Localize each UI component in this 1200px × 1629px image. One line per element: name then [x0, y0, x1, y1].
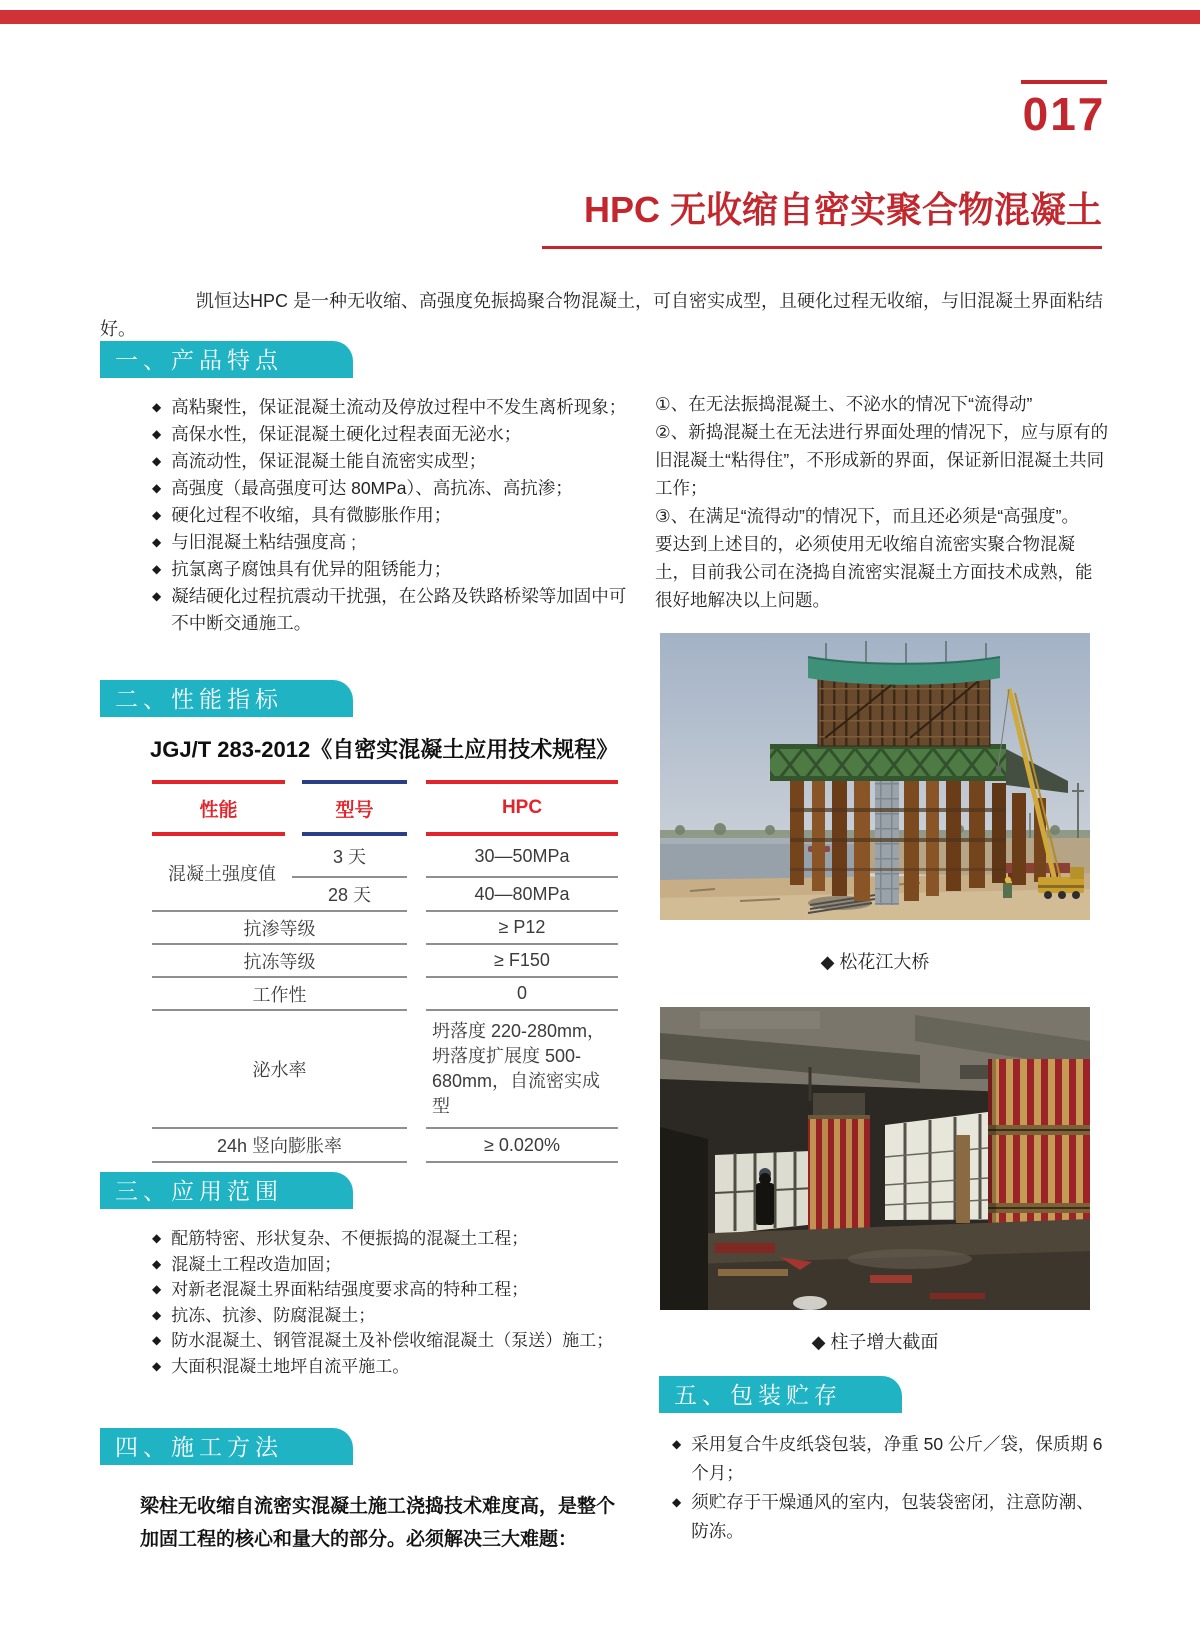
bullet-diamond-icon: ◆ [672, 1437, 682, 1451]
figure-caption: ◆ 柱子增大截面 [811, 1332, 939, 1352]
page-number: 017 [1022, 88, 1106, 140]
bullet-diamond-icon: ◆ [152, 508, 162, 522]
page-number-rule [1021, 80, 1107, 84]
column-photo [660, 1007, 1090, 1310]
list-item [152, 556, 630, 583]
bridge-photo [660, 633, 1090, 920]
packaging-list [672, 1430, 1110, 1546]
table-row [152, 978, 618, 1011]
section-heading-construction: 四、施工方法 [100, 1428, 353, 1465]
list-item [152, 394, 630, 421]
list-item [152, 583, 630, 637]
table-row [152, 945, 618, 978]
list-item [152, 1328, 644, 1354]
bullet-text: 抗冻、抗渗、防腐混凝土； [171, 1305, 376, 1325]
list-item [672, 1430, 1110, 1488]
bullet-diamond-icon: ◆ [152, 454, 162, 468]
bullet-diamond-icon: ◆ [152, 1231, 162, 1245]
note-paragraph: ②、新捣混凝土在无法进行界面处理的情况下，应与原有的旧混凝土“粘得住”，不形成新的界面，保证新旧混凝土共同工作； [655, 422, 1109, 498]
cell-strength-3d: 30—50MPa [426, 836, 618, 878]
note-paragraph: ①、在无法振捣混凝土、不泌水的情况下“流得动” [655, 394, 1033, 414]
list-item [152, 475, 630, 502]
cell-age-28d: 28 天 [327, 885, 372, 905]
list-item [152, 1303, 644, 1329]
features-list [152, 394, 630, 637]
pier-columns [790, 779, 1006, 905]
bullet-diamond-icon: ◆ [152, 1307, 162, 1322]
applications-list [152, 1226, 644, 1379]
cell-age-3d: 3 天 [292, 836, 407, 878]
list-item [152, 448, 630, 475]
bullet-text: 高粘聚性，保证混凝土流动及停放过程中不发生离析现象； [171, 397, 627, 417]
top-accent-bar [0, 10, 1200, 24]
cell-strength-label: 混凝土强度值 [168, 864, 276, 884]
cell-value: ≥ F150 [426, 945, 618, 978]
page-number-block [1016, 80, 1112, 140]
bullet-diamond-icon: ◆ [152, 1256, 162, 1271]
cell-label: 抗渗等级 [152, 912, 407, 945]
bullet-text: 与旧混凝土粘结强度高 ; [171, 532, 356, 552]
list-item [152, 529, 630, 556]
bullet-text: 须贮存于干燥通风的室内，包装袋密闭，注意防潮、防冻。 [691, 1492, 1094, 1541]
column-header-model: 型号 [302, 780, 407, 836]
bullet-diamond-icon: ◆ [672, 1495, 682, 1509]
bullet-text: 高保水性，保证混凝土硬化过程表面无泌水； [171, 424, 522, 444]
list-item [672, 1488, 1110, 1546]
floor [660, 1219, 1090, 1310]
bridge-photo-illustration [660, 633, 1090, 920]
figure-caption: ◆ 松花江大桥 [820, 952, 930, 972]
truss-girder [770, 744, 1006, 781]
bullet-diamond-icon: ◆ [152, 427, 162, 441]
cell-value: 坍落度 220-280mm，坍落度扩展度 500-680mm，自流密实成型 [426, 1011, 618, 1129]
note-paragraph: 要达到上述目的，必须使用无收缩自流密实聚合物混凝土，目前我公司在浇捣自流密实混凝土方面技术成熟，能很好地解决以上问题。 [655, 534, 1093, 610]
cell-value: ≥ P12 [426, 912, 618, 945]
bullet-diamond-icon: ◆ [152, 589, 162, 603]
bullet-text: 配筋特密、形状复杂、不便振捣的混凝土工程； [171, 1229, 529, 1248]
bullet-diamond-icon: ◆ [152, 481, 162, 495]
cell-strength-28d: 40—80MPa [474, 883, 570, 904]
bullet-text: 高强度（最高强度可达 80MPa）、高抗冻、高抗渗； [171, 478, 573, 498]
list-item [152, 1252, 644, 1278]
performance-table [152, 780, 618, 1163]
bullet-text: 凝结硬化过程抗震动干扰强，在公路及铁路桥梁等加固中可不中断交通施工。 [171, 586, 627, 633]
list-item [152, 421, 630, 448]
bullet-diamond-icon: ◆ [152, 535, 162, 549]
list-item [152, 1226, 644, 1252]
bullet-diamond-icon: ◆ [152, 1333, 162, 1347]
table-row [152, 912, 618, 945]
cell-label: 工作性 [152, 978, 407, 1011]
table-header-row [152, 780, 618, 836]
bullet-text: 硬化过程不收缩，具有微膨胀作用； [171, 505, 452, 525]
bullet-text: 高流动性，保证混凝土能自流密实成型； [171, 451, 487, 471]
list-item [152, 1354, 644, 1380]
section-heading-performance: 二、性能指标 [100, 680, 353, 717]
section-heading-features: 一、产品特点 [100, 341, 353, 378]
note-paragraph: ③、在满足“流得动”的情况下，而且还必须是“高强度”。 [655, 506, 1079, 526]
table-title: JGJ/T 283-2012《自密实混凝土应用技术规程》 [150, 737, 619, 762]
table-row-strength [152, 836, 618, 912]
table-row [152, 1011, 618, 1129]
bullet-diamond-icon: ◆ [152, 1282, 162, 1296]
list-item [152, 502, 630, 529]
bullet-text: 对新老混凝土界面粘结强度要求高的特种工程； [171, 1280, 529, 1299]
cell-value: 0 [426, 978, 618, 1011]
list-item [152, 1277, 644, 1303]
cell-label: 抗冻等级 [152, 945, 407, 978]
bullet-text: 大面积混凝土地坪自流平施工。 [171, 1356, 410, 1376]
bullet-text: 混凝土工程改造加固； [171, 1254, 342, 1274]
bullet-diamond-icon: ◆ [152, 1358, 162, 1373]
intro-paragraph: 凯恒达HPC 是一种无收缩、高强度免振捣聚合物混凝土，可自密实成型，且硬化过程无收缩，与旧混凝土界面粘结好。 [100, 291, 1103, 339]
column-header-performance: 性能 [152, 780, 285, 836]
bullet-diamond-icon: ◆ [152, 400, 162, 414]
section-heading-applications: 三、应用范围 [100, 1172, 353, 1209]
table-row [152, 1129, 618, 1163]
bullet-text: 抗氯离子腐蚀具有优异的阻锈能力； [171, 559, 452, 579]
cell-label: 泌水率 [152, 1011, 407, 1129]
section-heading-packaging: 五、包装贮存 [659, 1376, 902, 1413]
bullet-diamond-icon: ◆ [152, 562, 162, 576]
cell-value: ≥ 0.020% [426, 1129, 618, 1163]
bullet-text: 防水混凝土、钢管混凝土及补偿收缩混凝土（泵送）施工； [171, 1331, 614, 1350]
column-photo-illustration [660, 1007, 1090, 1310]
cell-label: 24h 竖向膨胀率 [152, 1129, 407, 1163]
features-notes [655, 390, 1109, 614]
bullet-text: 采用复合牛皮纸袋包装，净重 50 公斤／袋，保质期 6 个月； [691, 1434, 1103, 1483]
column-header-hpc: HPC [426, 780, 618, 836]
construction-paragraph: 梁柱无收缩自流密实混凝土施工浇捣技术难度高，是整个加固工程的核心和量大的部分。必须解决三大难题： [140, 1496, 616, 1550]
page-title: HPC 无收缩自密实聚合物混凝土 [542, 182, 1102, 249]
